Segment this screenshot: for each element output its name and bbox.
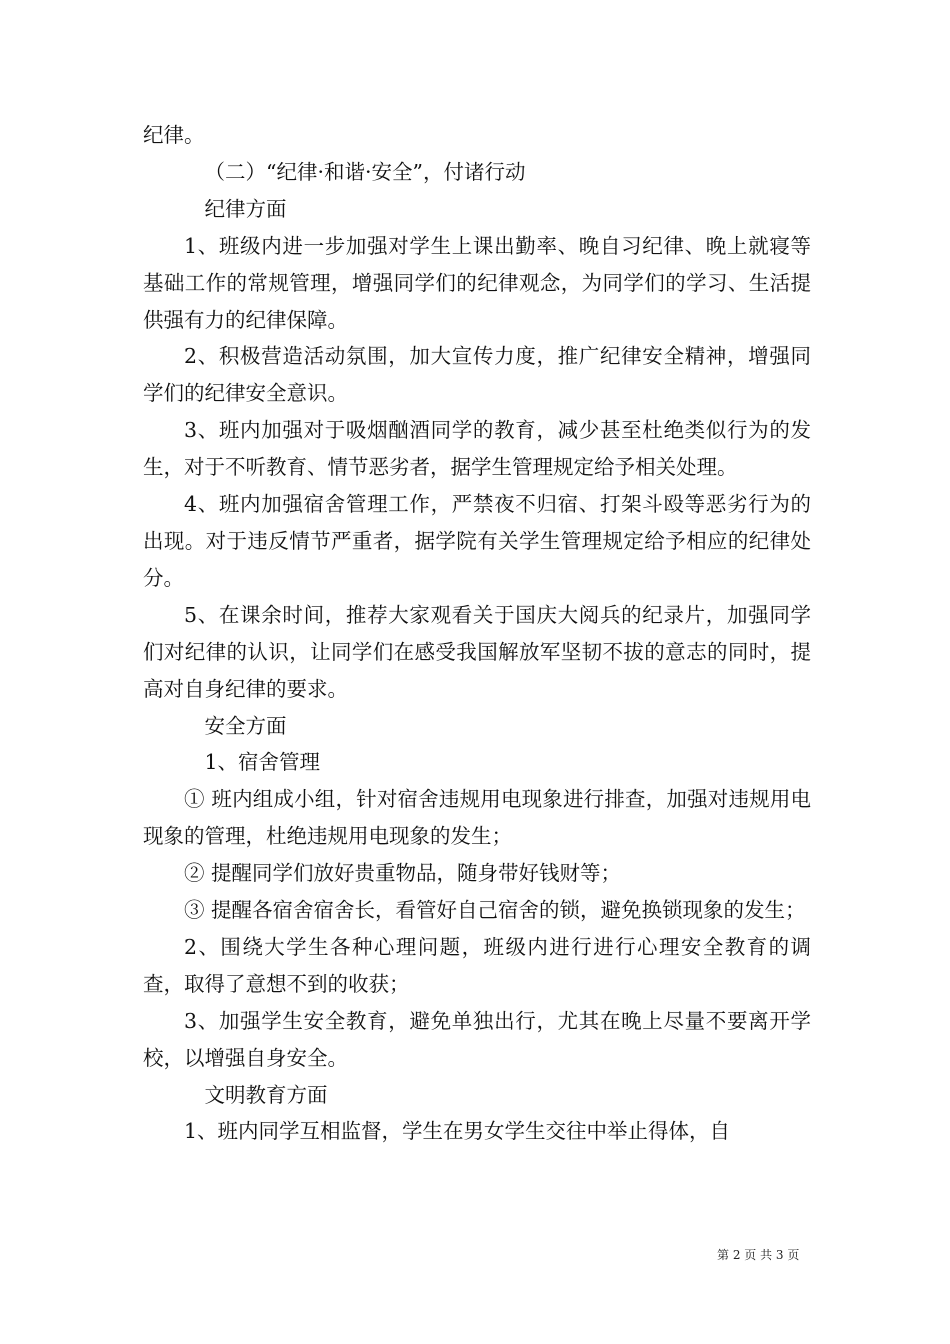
paragraph: 3、加强学生安全教育，避免单独出行，尤其在晚上尽量不要离开学校，以增强自身安全。 xyxy=(143,1008,811,1070)
paragraph: ② 提醒同学们放好贵重物品，随身带好钱财等； xyxy=(184,861,622,886)
paragraph: ③ 提醒各宿舍宿舍长，看管好自己宿舍的锁，避免换锁现象的发生； xyxy=(184,898,806,923)
list-heading: 1、宿舍管理 xyxy=(204,750,321,775)
subsection-heading: 文明教育方面 xyxy=(204,1082,328,1107)
paragraph: 5、在课余时间，推荐大家观看关于国庆大阅兵的纪录片，加强同学们对纪律的认识，让同学们在感受我国解放军坚韧不拔的意志的同时，提高对自身纪律的要求。 xyxy=(143,602,811,701)
subsection-heading: 安全方面 xyxy=(204,713,287,738)
paragraph: 4、班内加强宿舍管理工作，严禁夜不归宿、打架斗殴等恶劣行为的出现。对于违反情节严重者，据学院有关学生管理规定给予相应的纪律处分。 xyxy=(143,492,811,590)
section-heading: （二）“纪律·和谐·安全”，付诸行动 xyxy=(204,159,526,184)
paragraph: 3、班内加强对于吸烟酗酒同学的教育，减少甚至杜绝类似行为的发生，对于不听教育、情节恶劣者，据学生管理规定给予相关处理。 xyxy=(143,418,811,480)
body-text xyxy=(143,117,811,1150)
paragraph: ① 班内组成小组，针对宿舍违规用电现象进行排查，加强对违规用电现象的管理，杜绝违规用电现象的发生； xyxy=(143,787,811,849)
paragraph: 1、班内同学互相监督，学生在男女学生交往中举止得体，自 xyxy=(184,1119,731,1144)
page-number: 第 2 页 共 3 页 xyxy=(717,1248,800,1262)
subsection-heading: 纪律方面 xyxy=(204,196,287,221)
paragraph: 2、围绕大学生各种心理问题，班级内进行进行心理安全教育的调查，取得了意想不到的收获； xyxy=(143,934,811,996)
paragraph: 2、积极营造活动氛围，加大宣传力度，推广纪律安全精神，增强同学们的纪律安全意识。 xyxy=(143,344,811,406)
paragraph: 纪律。 xyxy=(143,123,205,147)
paragraph: 1、班级内进一步加强对学生上课出勤率、晚自习纪律、晚上就寝等基础工作的常规管理，增强同学们的纪律观念，为同学们的学习、生活提供强有力的纪律保障。 xyxy=(143,233,811,332)
